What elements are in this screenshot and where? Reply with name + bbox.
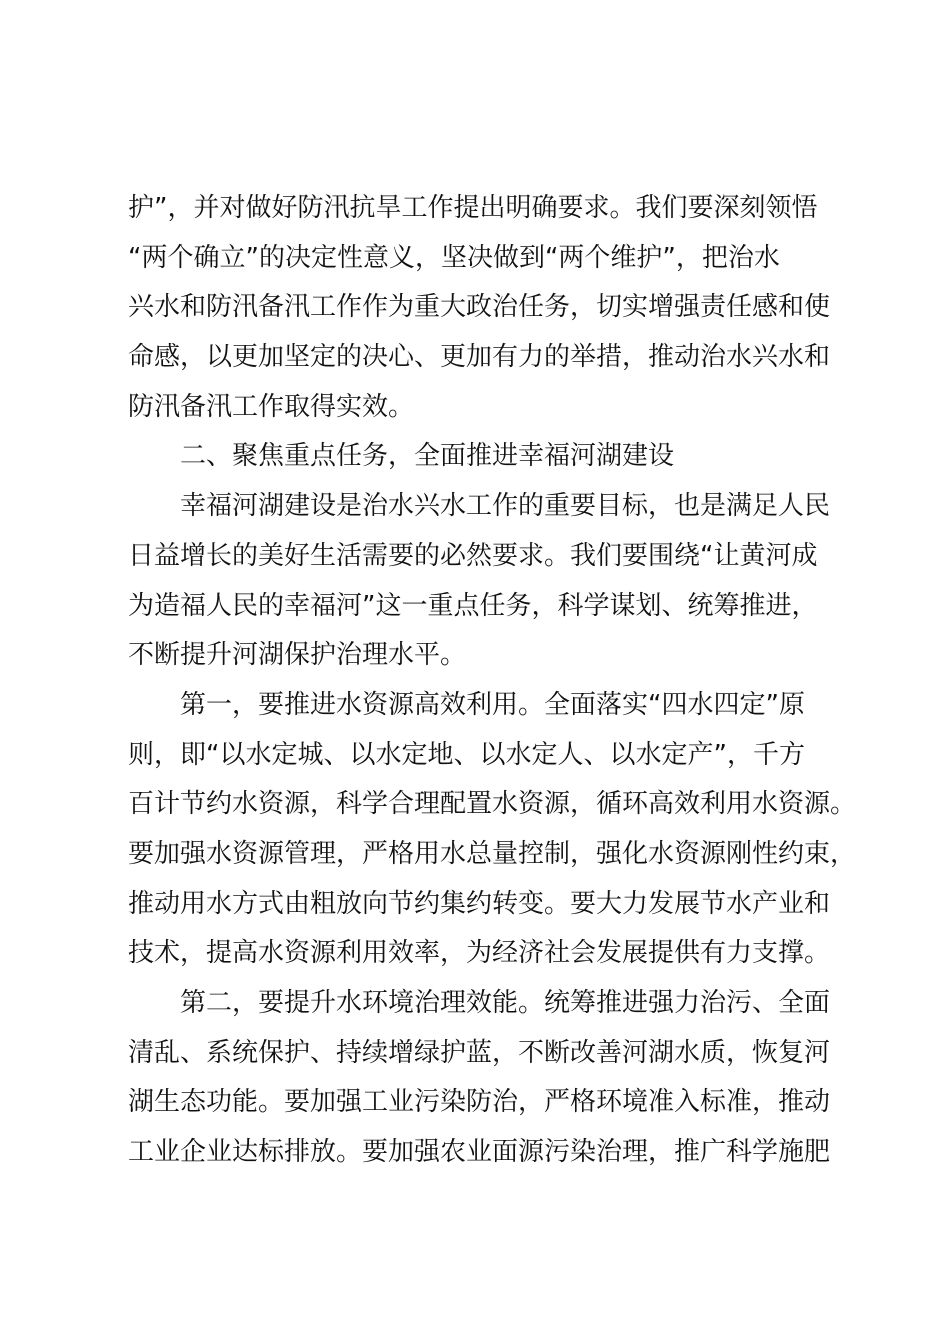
text-line: 不断提升河湖保护治理水平。: [128, 640, 467, 671]
text-line: 护”，并对做好防汛抗旱工作提出明确要求。我们要深刻领悟: [128, 193, 818, 223]
text-line: 百计节约水资源，科学合理配置水资源，循环高效利用水资源。: [128, 789, 857, 820]
paragraph-first-line: 幸福河湖建设是治水兴水工作的重要目标，也是满足人民: [180, 491, 831, 522]
paragraph-first-line: 第二，要提升水环境治理效能。统筹推进强力治污、全面: [180, 988, 831, 1018]
text-line: 为造福人民的幸福河”这一重点任务，科学谋划、统筹推进，: [128, 590, 818, 621]
text-line: 防汛备汛工作取得实效。: [128, 391, 415, 422]
text-line: 技术，提高水资源利用效率，为经济社会发展提供有力支撑。: [128, 938, 831, 969]
text-line: 兴水和防汛备汛工作作为重大政治任务，切实增强责任感和使: [128, 292, 831, 323]
text-line: 日益增长的美好生活需要的必然要求。我们要围绕“让黄河成: [128, 540, 818, 571]
section-heading: 二、聚焦重点任务，全面推进幸福河湖建设: [180, 441, 675, 472]
text-line: 工业企业达标排放。要加强农业面源污染治理，推广科学施肥: [128, 1137, 831, 1168]
text-line: “两个确立”的决定性意义，坚决做到“两个维护”，把治水: [128, 242, 780, 273]
text-line: 湖生态功能。要加强工业污染防治，严格环境准入标准，推动: [128, 1087, 831, 1118]
text-line: 则，即“以水定城、以水定地、以水定人、以水定产”，千方: [128, 739, 805, 770]
paragraph-first-line: 第一，要推进水资源高效利用。全面落实“四水四定”原: [180, 689, 805, 720]
text-line: 要加强水资源管理，严格用水总量控制，强化水资源刚性约束，: [128, 838, 857, 869]
text-line: 推动用水方式由粗放向节约集约转变。要大力发展节水产业和: [128, 888, 831, 919]
text-line: 命感，以更加坚定的决心、更加有力的举措，推动治水兴水和: [128, 342, 831, 373]
text-line: 清乱、系统保护、持续增绿护蓝，不断改善河湖水质，恢复河: [128, 1037, 831, 1068]
document-body: [128, 184, 857, 1178]
